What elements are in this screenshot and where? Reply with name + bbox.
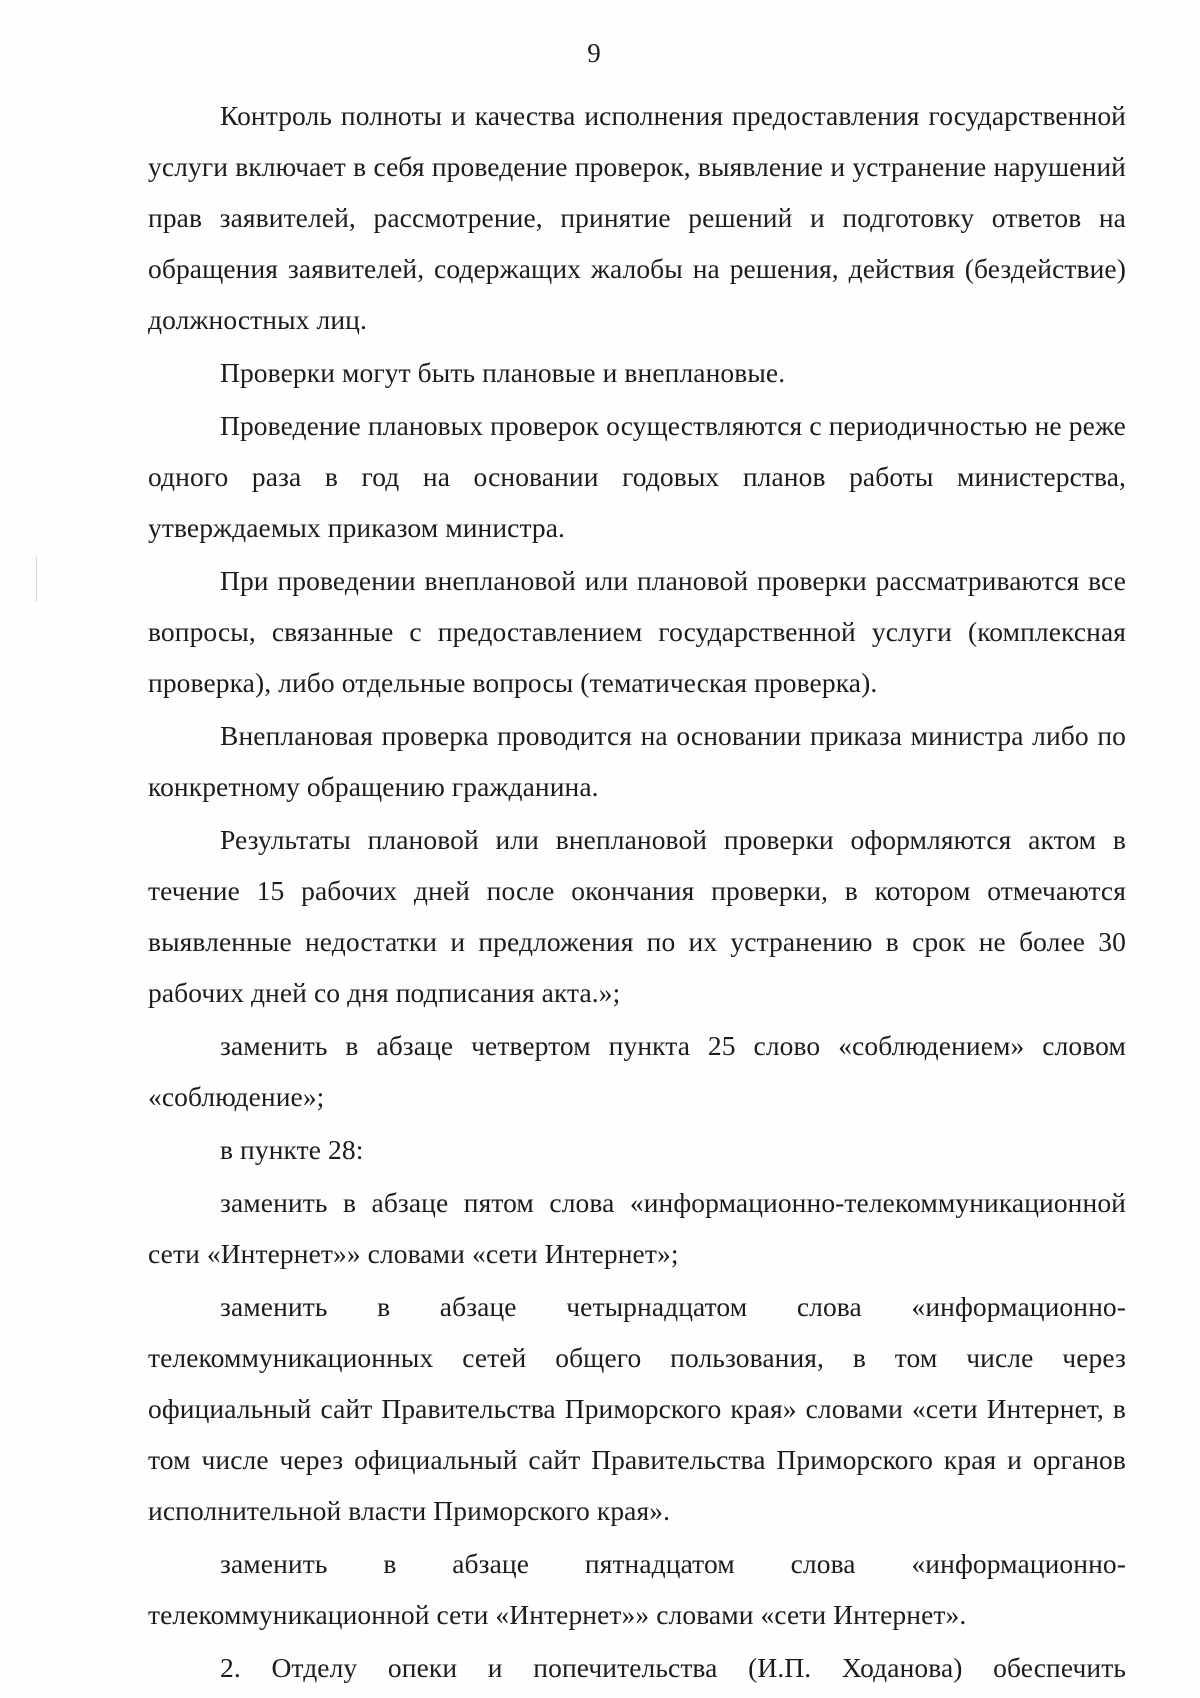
paragraph-amend-fifth-subparagraph: заменить в абзаце пятом слова «информационно-телекоммуникационной сети «Интернет»» словами «сети Интернет»;	[148, 1187, 1126, 1269]
paragraph-inspection-results: Результаты плановой или внеплановой проверки оформляются актом в течение 15 рабочих дней после окончания проверки, в котором отмечаются выявленные недостатки и предложения по их устранению в срок не более 30 рабочих дней со дня подписания акта.»;	[148, 824, 1126, 1008]
page-number: 9	[587, 38, 601, 68]
paragraph-control-scope: Контроль полноты и качества исполнения предоставления государственной услуги включает в себя проведение проверок, выявление и устранение нарушений прав заявителей, рассмотрение, принятие решений и подготовку ответов на обращения заявителей, содержащих жалобы на решения, действия (бездействие) должностных лиц.	[148, 100, 1126, 335]
paragraph-amend-fifteenth-subparagraph: заменить в абзаце пятнадцатом слова «информационно-телекоммуникационной сети «Интернет»» словами «сети Интернет».	[148, 1548, 1126, 1630]
paragraph-amend-item-25: заменить в абзаце четвертом пункта 25 слово «соблюдением» словом «соблюдение»;	[148, 1030, 1126, 1112]
paragraph-item-28-heading: в пункте 28:	[220, 1134, 364, 1165]
paragraph-guardianship-department: 2. Отделу опеки и попечительства (И.П. Ходанова) обеспечить	[220, 1652, 1126, 1683]
document-body	[148, 90, 1126, 1695]
paragraph-inspection-types: Проверки могут быть плановые и внеплановые.	[220, 357, 786, 388]
paragraph-unplanned-inspection: Внеплановая проверка проводится на основании приказа министра либо по конкретному обращению гражданина.	[148, 720, 1126, 802]
paragraph-amend-fourteenth-subparagraph: заменить в абзаце четырнадцатом слова «информационно-телекоммуникационных сетей общего пользования, в том числе через официальный сайт Правительства Приморского края» словами «сети Интернет, в том числе через официальный сайт Правительства Приморского края и органов исполнительной власти Приморского края».	[148, 1291, 1126, 1526]
paragraph-planned-inspections: Проведение плановых проверок осуществляются с периодичностью не реже одного раза в год на основании годовых планов работы министерства, утверждаемых приказом министра.	[148, 410, 1126, 543]
scan-margin-mark	[36, 556, 37, 602]
paragraph-inspection-questions: При проведении внеплановой или плановой проверки рассматриваются все вопросы, связанные с предоставлением государственной услуги (комплексная проверка), либо отдельные вопросы (тематическая проверка).	[148, 565, 1126, 698]
